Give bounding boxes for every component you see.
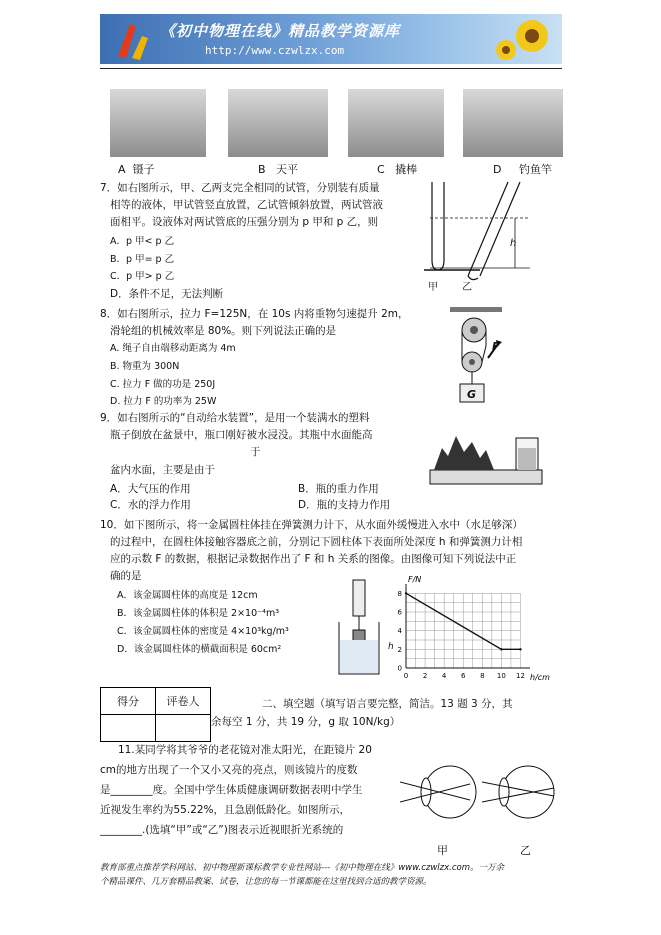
- x-tick-label: 12: [516, 672, 525, 680]
- y-tick-label: 0: [397, 664, 402, 673]
- q9-option-d: D．瓶的支持力作用: [298, 499, 391, 511]
- y-tick-label: 8: [397, 589, 402, 598]
- q9-line-4: 盆内水面，主要是由于: [110, 464, 215, 476]
- q10-option-c: C．该金属圆柱体的密度是 4×10³kg/m³: [117, 626, 289, 637]
- q9-line-1: 9．如右图所示的“自动给水装置”，是用一个装满水的塑料: [100, 412, 370, 424]
- q10-line-3: 应的示数 F 的数据，根据记录数据作出了 F 和 h 关系的图像。由图像可知下列说法中正: [110, 553, 517, 565]
- crowbar-photo: [348, 89, 444, 157]
- q11-line-4: 近视发生率约为55.22%，且急剧低龄化。如图所示，: [100, 804, 351, 816]
- series-point: [405, 592, 407, 594]
- x-tick-label: 2: [422, 672, 428, 680]
- footer-line-2: 个精品课件、几万套精品教案、试卷，让您的每一节课都能在这里找到合适的教学资源。: [100, 877, 432, 887]
- site-title: 《初中物理在线》精品教学资源库: [160, 22, 401, 40]
- q10-line-2: 的过程中，在圆柱体接触容器底之前，分别记下圆柱体下表面所处深度 h 和弹簧测力计相: [110, 536, 523, 548]
- q10-line-1: 10．如下图所示，将一金属圆柱体挂在弹簧测力计下，从水面外缓慢进入水中（水足够深）: [100, 519, 523, 531]
- tool-label-c: C 撬棒: [377, 163, 418, 176]
- x-tick-label: 0: [403, 672, 409, 680]
- q7-line-2: 相等的液体，甲试管竖直放置，乙试管倾斜放置，两试管液: [110, 199, 383, 211]
- pulley-f-label: F: [492, 340, 500, 353]
- q9-option-c: C．水的浮力作用: [110, 499, 191, 511]
- q9-line-3: 于: [250, 446, 261, 458]
- site-url[interactable]: http://www.czwlzx.com: [205, 44, 345, 57]
- q8-option-c: C. 拉力 F 做的功是 250J: [110, 379, 216, 390]
- chart-grid: [406, 593, 520, 668]
- x-tick-label: 4: [441, 672, 447, 680]
- q9-line-2: 瓶子倒放在盆景中，瓶口刚好被水浸没。其瓶中水面能高: [110, 429, 373, 441]
- q7-option-b: B．p 甲= p 乙: [110, 254, 175, 265]
- q10-option-d: D．该金属圆柱体的横截面积是 60cm²: [117, 644, 282, 655]
- scale-h-label: h: [388, 642, 394, 652]
- eye-diagrams: [400, 752, 560, 832]
- chart-ylabel: F/N: [408, 575, 422, 584]
- eye-yi-label: 乙: [520, 844, 531, 857]
- tool-label-a: A 镊子: [118, 163, 155, 176]
- q7-option-d: D．条件不足，无法判断: [110, 288, 224, 300]
- tube-yi-label: 乙: [462, 282, 472, 293]
- x-tick-label: 8: [480, 672, 485, 680]
- q8-option-a: A. 绳子自由端移动距离为 4m: [110, 343, 236, 354]
- tube-jia-label: 甲: [428, 282, 438, 293]
- series-point: [519, 648, 521, 650]
- q9-option-a: A．大气压的作用: [110, 483, 191, 495]
- q11-line-1: 11.某同学将其爷爷的老花镜对准太阳光，在距镜片 20: [118, 744, 372, 756]
- chart-ticks: [398, 590, 525, 680]
- y-tick-label: 4: [397, 627, 402, 636]
- tube-h-label: h: [510, 238, 517, 249]
- pulley-figure: [440, 306, 520, 406]
- q10-line-4: 确的是: [110, 570, 142, 582]
- footer-line-1: 教育部重点推荐学科网站、初中物理新课标教学专业性网站---《初中物理在线》www.czwlzx.com。一万余: [100, 863, 505, 873]
- tool-label-b: B 天平: [258, 163, 299, 176]
- q8-line-2: 滑轮组的机械效率是 80%。则下列说法正确的是: [110, 325, 337, 337]
- section2-heading: 二、填空题（填写语言要完整，简洁。13 题 3 分，其: [262, 698, 513, 710]
- grader-header: 评卷人: [156, 688, 211, 715]
- eye-jia-label: 甲: [437, 844, 448, 857]
- q10-option-a: A．该金属圆柱体的高度是 12cm: [117, 590, 258, 601]
- score-table: [100, 687, 211, 742]
- series-point: [500, 648, 502, 650]
- spring-scale-figure: [335, 578, 383, 676]
- sunflower-icon: [492, 16, 558, 62]
- y-tick-label: 6: [397, 608, 402, 617]
- header-rule: [100, 68, 562, 69]
- score-cell[interactable]: [101, 715, 156, 742]
- q10-option-b: B．该金属圆柱体的体积是 2×10⁻⁴m³: [117, 608, 280, 619]
- tweezers-photo: [110, 89, 206, 157]
- q9-option-b: B．瓶的重力作用: [298, 483, 379, 495]
- q8-line-1: 8．如右图所示，拉力 F=125N，在 10s 内将重物匀速提升 2m，: [100, 308, 409, 320]
- fishing-rod-photo: [463, 89, 563, 157]
- q11-line-3: 是________度。全国中学生体质健康调研数据表明中学生: [100, 784, 363, 796]
- q7-line-1: 7．如右图所示，甲、乙两支完全相同的试管，分别装有质量: [100, 182, 380, 194]
- site-logo-icon: [110, 18, 154, 60]
- f-h-chart: [392, 572, 552, 684]
- score-header: 得分: [101, 688, 156, 715]
- y-tick-label: 2: [397, 645, 402, 654]
- q11-line-2: cm的地方出现了一个又小又亮的亮点，则该镜片的度数: [100, 764, 358, 776]
- balance-photo: [228, 89, 328, 157]
- q8-option-d: D. 拉力 F 的功率为 25W: [110, 396, 217, 407]
- q11-line-5: ________.(选填“甲”或“乙”)图表示近视眼折光系统的: [100, 824, 344, 836]
- water-feeder-figure: [428, 428, 548, 488]
- grader-cell[interactable]: [156, 715, 211, 742]
- q7-line-3: 面相平。设液体对两试管底的压强分别为 p 甲和 p 乙，则: [110, 216, 379, 228]
- q7-option-a: A．p 甲< p 乙: [110, 236, 175, 247]
- chart-xlabel: h/cm: [530, 673, 550, 682]
- tool-label-d: D 钓鱼竿: [493, 163, 552, 176]
- pulley-g-label: G: [467, 388, 477, 401]
- q8-option-b: B. 物重为 300N: [110, 361, 180, 372]
- x-tick-label: 10: [496, 672, 506, 680]
- chart-axes: [406, 584, 530, 668]
- x-tick-label: 6: [460, 672, 466, 680]
- q7-option-c: C．p 甲> p 乙: [110, 271, 175, 282]
- section2-heading-cont: 余每空 1 分，共 19 分，g 取 10N/kg）: [211, 716, 401, 728]
